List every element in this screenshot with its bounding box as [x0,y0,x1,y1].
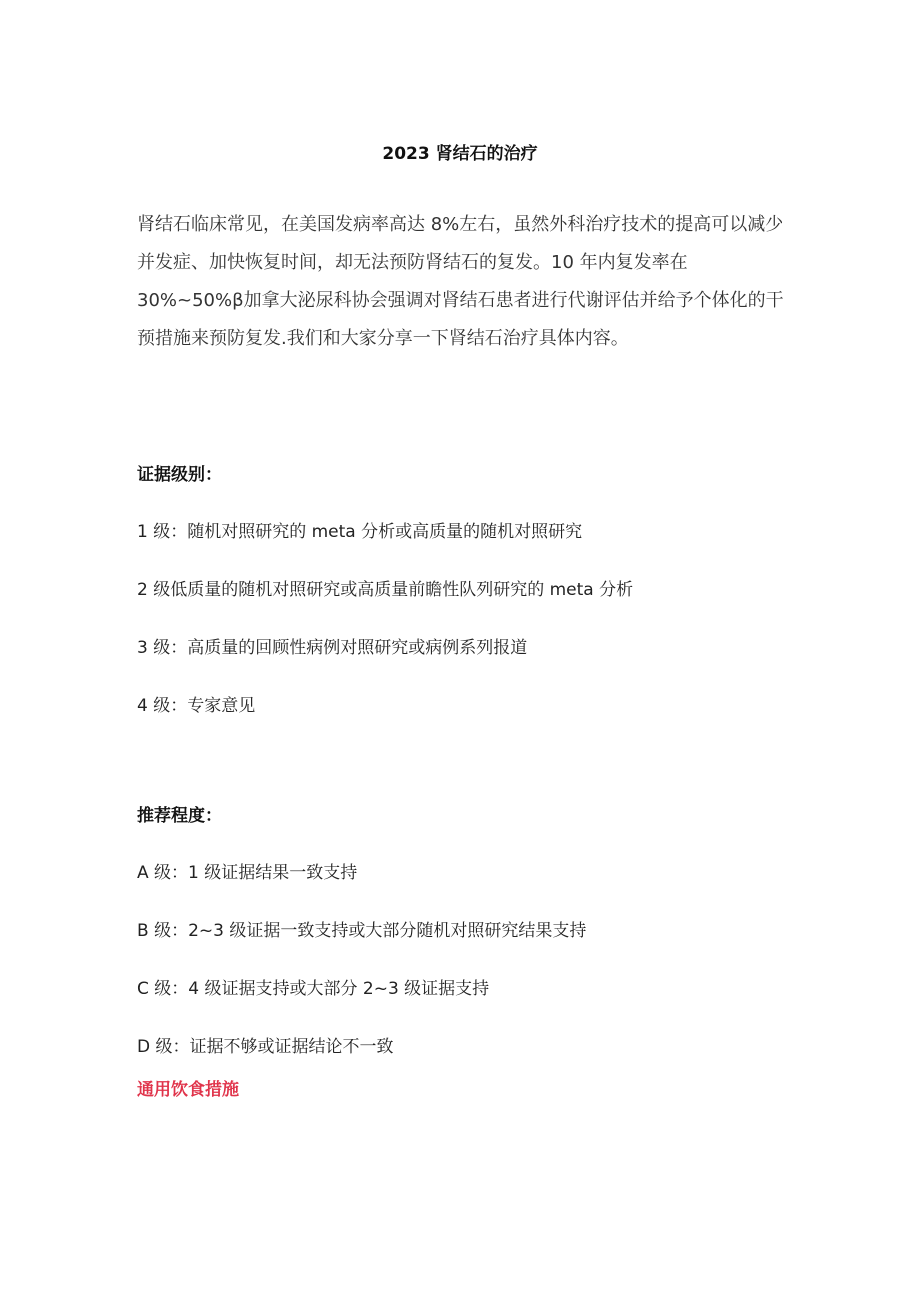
evidence-item: 4 级：专家意见 [137,696,256,716]
evidence-heading: 证据级别： [137,465,222,485]
evidence-item: 3 级：高质量的回顾性病例对照研究或病例系列报道 [137,638,528,658]
evidence-item: 1 级：随机对照研究的 meta 分析或高质量的随机对照研究 [137,522,583,542]
recommendation-item: B 级：2~3 级证据一致支持或大部分随机对照研究结果支持 [137,921,587,941]
section-heading-diet: 通用饮食措施 [137,1080,239,1100]
recommendation-item: C 级：4 级证据支持或大部分 2~3 级证据支持 [137,979,490,999]
evidence-item: 2 级低质量的随机对照研究或高质量前瞻性队列研究的 meta 分析 [137,580,634,600]
page-title: 2023 肾结石的治疗 [382,144,538,165]
recommendation-heading: 推荐程度： [137,806,222,826]
recommendation-item: A 级：1 级证据结果一致支持 [137,863,358,883]
recommendation-item: D 级：证据不够或证据结论不一致 [137,1037,394,1057]
intro-paragraph: 肾结石临床常见，在美国发病率高达 8%左右，虽然外科治疗技术的提高可以减少并发症、加快恢复时间，却无法预防肾结石的复发。10 年内复发率在 30%~50%β加拿大泌尿科协会强调对肾结石患者进行代谢评估并给予个体化的干预措施来预防复发.我们和大家分享一下肾结石治疗具体内容。 [137,214,784,349]
